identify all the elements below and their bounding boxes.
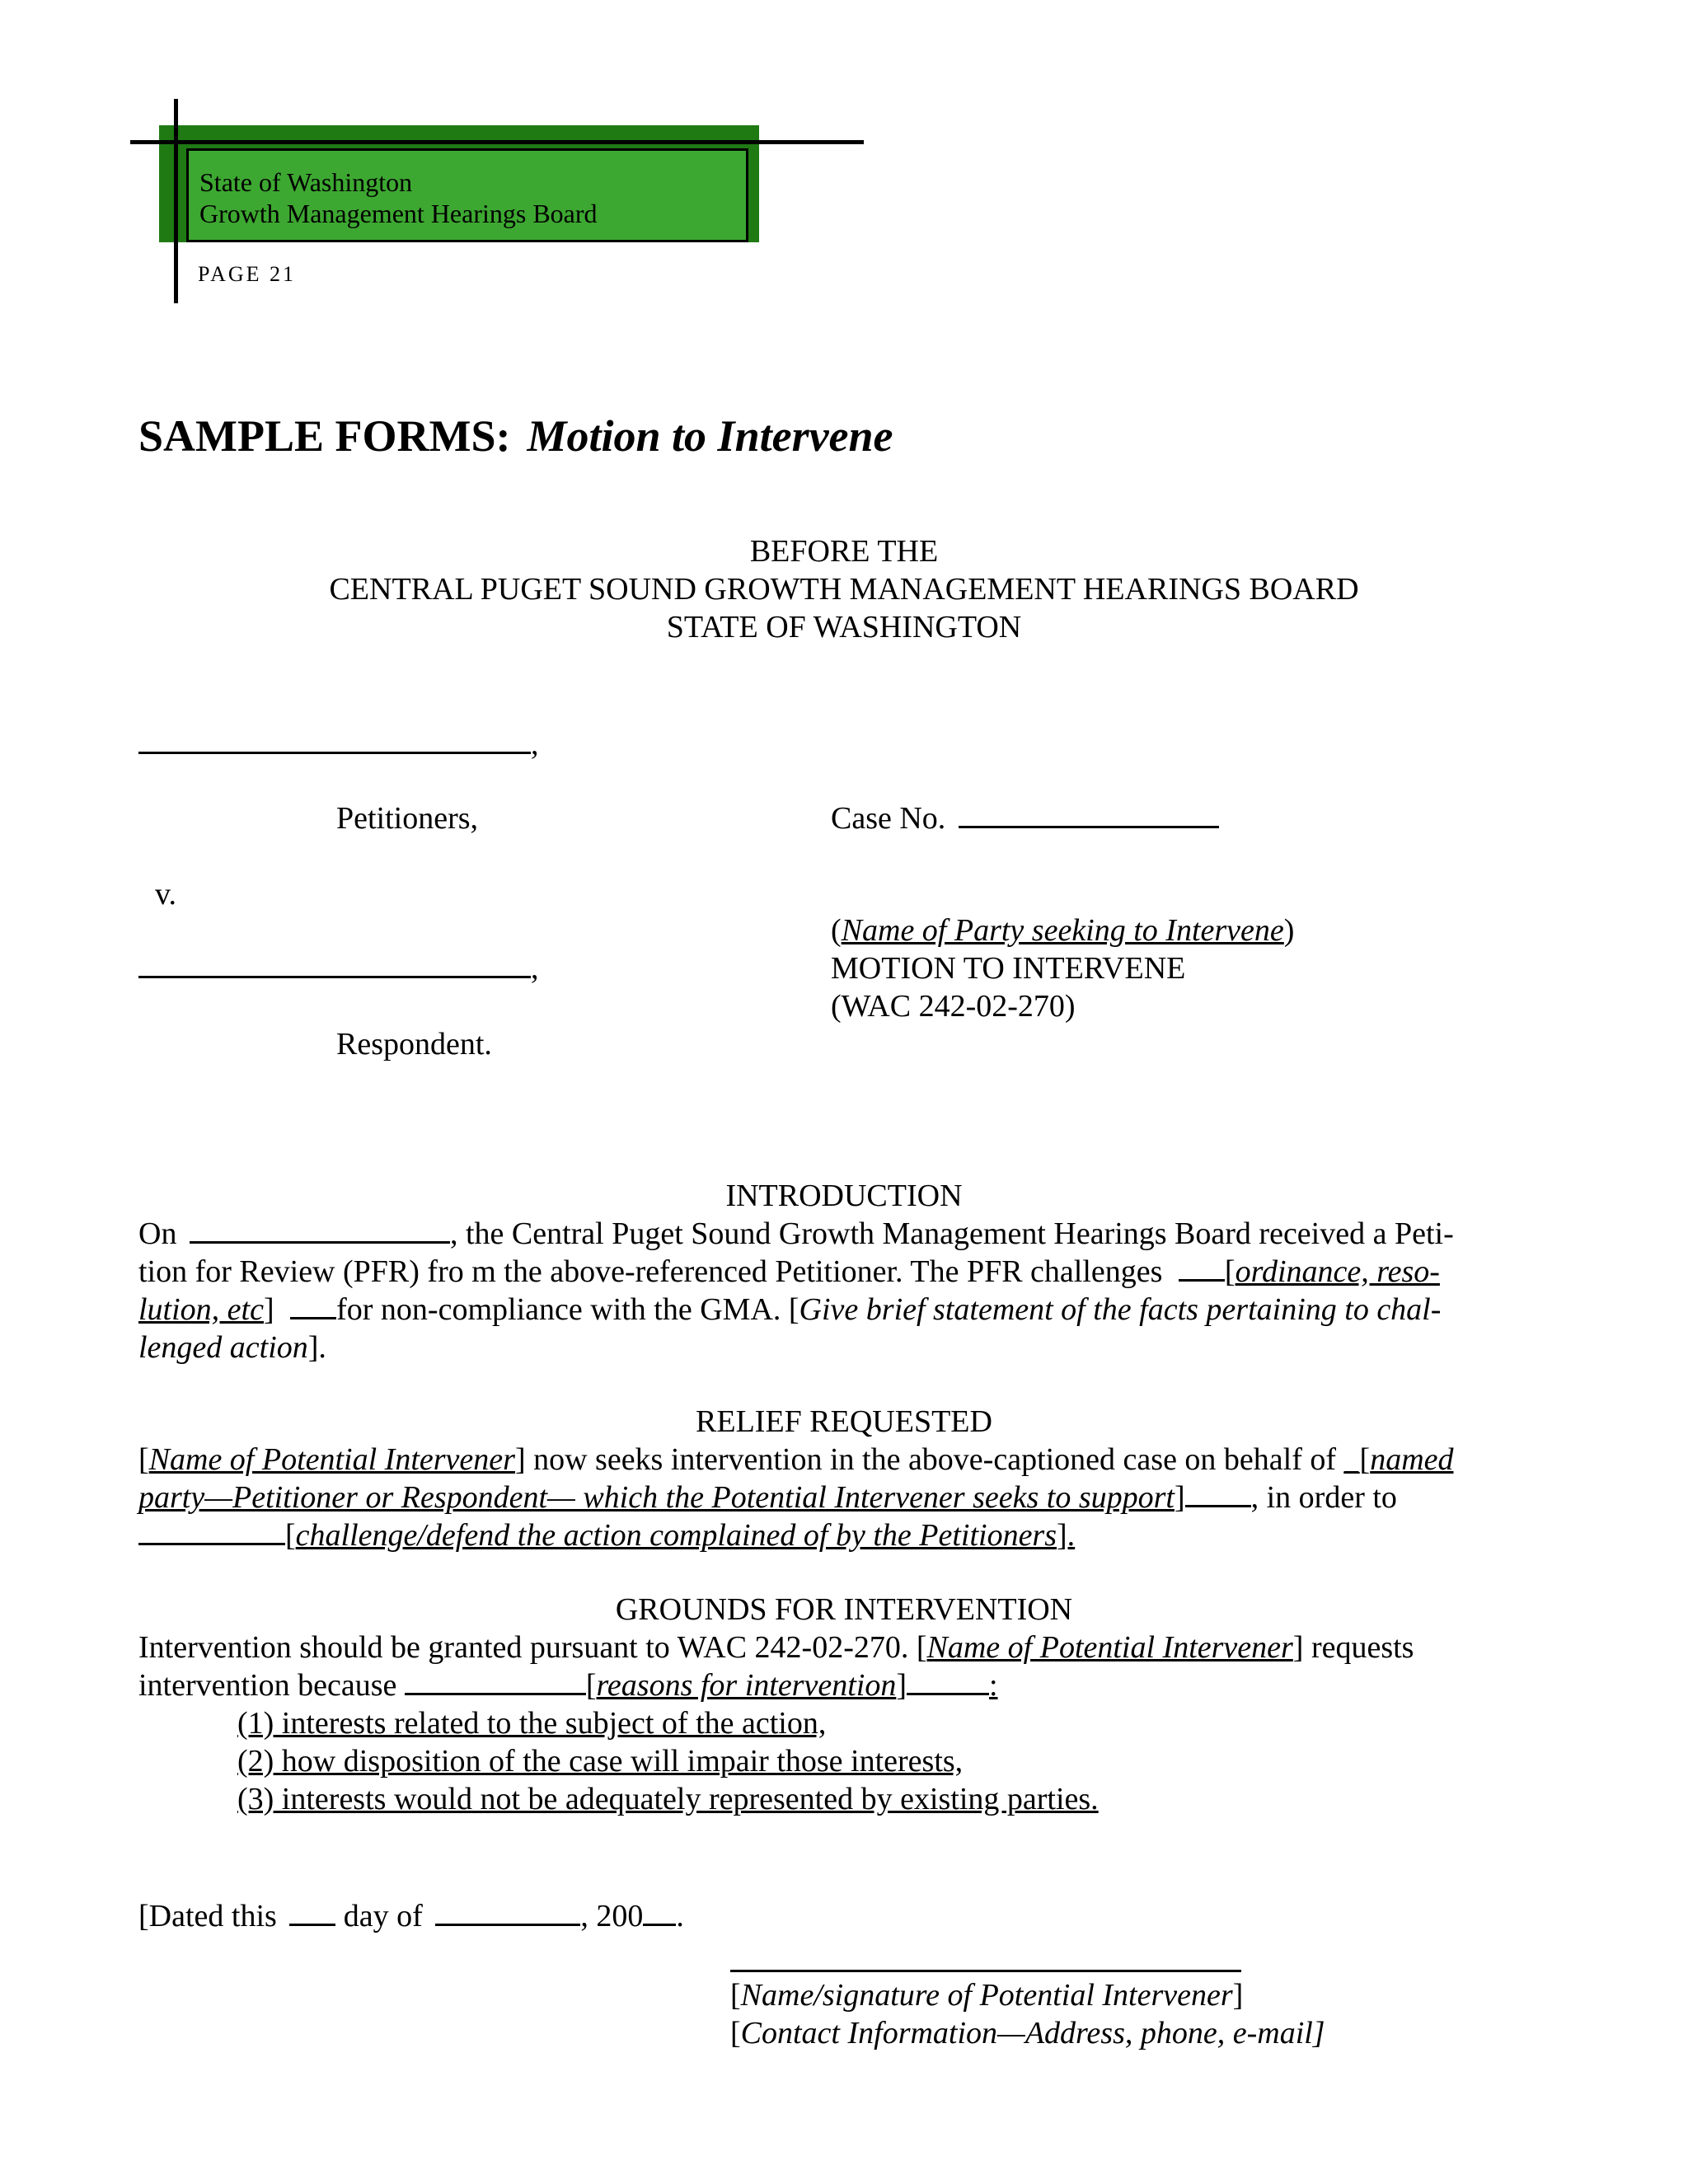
relief-line-2: party—Petitioner or Respondent— which the Potential Intervener seeks to support] , in order to — [138, 1480, 1397, 1515]
petitioner-name-line — [138, 725, 539, 763]
intervener-name-caption: (Name of Party seeking to Intervene) — [831, 913, 1295, 948]
ground-item-1: (1) interests related to the subject of the action, — [237, 1706, 827, 1741]
header-horizontal-rule — [130, 140, 864, 144]
grounds-heading: GROUNDS FOR INTERVENTION — [615, 1592, 1073, 1627]
grounds-line-2: intervention because [reasons for intervention] : — [138, 1668, 998, 1703]
introduction-heading: INTRODUCTION — [725, 1179, 963, 1213]
relief-line-1: [Name of Potential Intervener] now seeks intervention in the above-captioned case on behalf of _[named — [138, 1442, 1454, 1477]
title-main: SAMPLE FORMS: — [138, 411, 511, 461]
motion-title: MOTION TO INTERVENE — [831, 951, 1186, 986]
relief-line-3: [challenge/defend the action complained of by the Petitioners]. — [138, 1516, 1075, 1554]
intervener-name-placeholder: Name of Party seeking to Intervene — [841, 913, 1284, 948]
petitioner-comma: , — [531, 727, 539, 762]
header-vertical-rule — [174, 99, 178, 303]
introduction-line-2: tion for Review (PFR) fro m the above-referenced Petitioner. The PFR challenges [ordinance, reso- — [138, 1254, 1440, 1289]
wac-citation: (WAC 242-02-270) — [831, 989, 1076, 1024]
dated-line: [Dated this day of , 200 . — [138, 1899, 684, 1933]
header-agency-state: State of Washington — [199, 167, 413, 197]
signature-name: [Name/signature of Potential Intervener] — [730, 1978, 1244, 2013]
year-blank — [643, 1897, 676, 1926]
page-number: PAGE 21 — [198, 262, 297, 286]
ground-item-3: (3) interests would not be adequately represented by existing parties. — [237, 1782, 1099, 1816]
case-number-blank — [959, 799, 1219, 828]
header-agency-board: Growth Management Hearings Board — [199, 199, 598, 228]
introduction-line-1: On , the Central Puget Sound Growth Management Hearings Board received a Peti- — [138, 1216, 1454, 1251]
signature-line — [730, 1970, 1241, 1972]
respondent-label: Respondent. — [336, 1027, 492, 1062]
grounds-line-1: Intervention should be granted pursuant to WAC 242-02-270. [Name of Potential Intervener] requests — [138, 1630, 1414, 1665]
signature-contact: [Contact Information—Address, phone, e-mail] — [730, 2016, 1325, 2050]
petitioners-label: Petitioners, — [336, 801, 479, 836]
ground-item-2: (2) how disposition of the case will impair those interests, — [237, 1744, 964, 1779]
caption-state: STATE OF WASHINGTON — [666, 610, 1022, 644]
introduction-line-3: lution, etc] for non-compliance with the GMA. [Give brief statement of the facts pertaining to chal- — [138, 1292, 1442, 1327]
caption-before: BEFORE THE — [749, 534, 939, 569]
title-sub: Motion to Intervene — [527, 411, 893, 461]
respondent-comma: , — [531, 951, 539, 986]
relief-heading: RELIEF REQUESTED — [696, 1404, 992, 1439]
page-title — [138, 410, 893, 462]
case-number-label: Case No. — [831, 801, 946, 836]
versus-label: v. — [155, 877, 177, 912]
respondent-name-line — [138, 949, 539, 987]
month-blank — [435, 1897, 580, 1926]
caption-board: CENTRAL PUGET SOUND GROWTH MANAGEMENT HEARINGS BOARD — [329, 572, 1359, 607]
introduction-line-4: lenged action]. — [138, 1330, 326, 1365]
day-blank — [289, 1897, 335, 1926]
respondent-blank — [138, 949, 531, 978]
case-number-line — [831, 799, 1219, 837]
date-received-blank — [190, 1215, 450, 1244]
petitioner-blank — [138, 725, 531, 754]
